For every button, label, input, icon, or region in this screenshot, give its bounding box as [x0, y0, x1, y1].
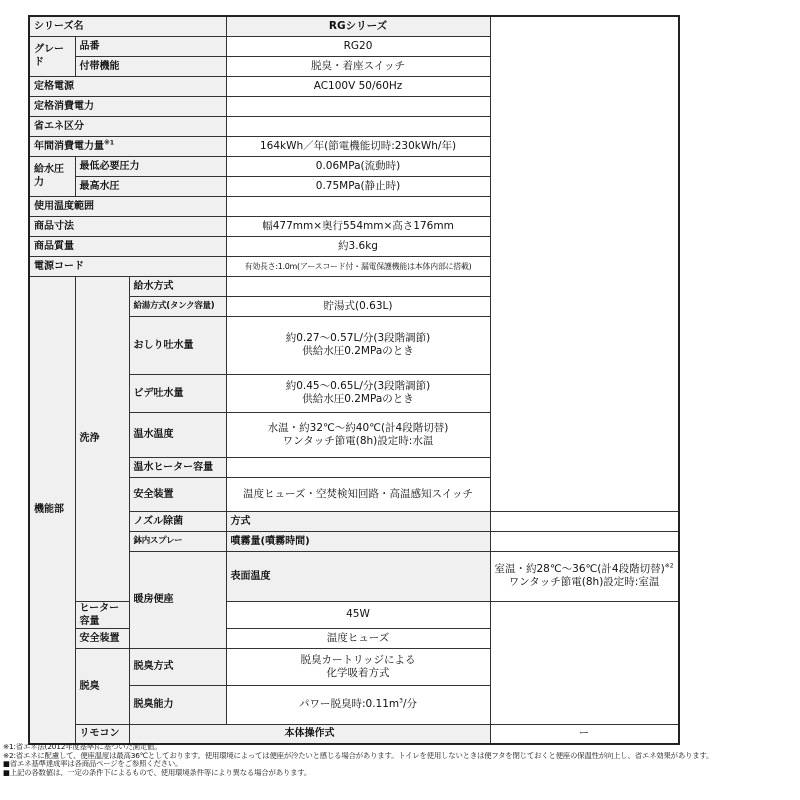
- table-row: [29, 156, 679, 176]
- features-value: 脱臭・着座スイッチ: [226, 56, 490, 76]
- features-label: 付帯機能: [75, 56, 226, 76]
- deodorize-capacity-sup: 3: [399, 697, 403, 705]
- wash-safety-value: 温度ヒューズ・空焚検知回路・高温感知スイッチ: [226, 477, 490, 511]
- rated-power-consumption-label: 定格消費電力: [29, 96, 226, 116]
- footnotes: [3, 743, 799, 777]
- wash-label: 洗浄: [75, 276, 129, 601]
- min-pressure-value: 0.06MPa(流動時): [226, 156, 490, 176]
- remote-label: リモコン: [75, 724, 129, 744]
- oshiri-value-line1: 約0.27～0.57L/分(3段階調節): [285, 332, 431, 344]
- bidet-value-line2: 供給水圧0.2MPaのとき: [302, 393, 414, 405]
- table-row: [29, 601, 679, 628]
- spray-amount-value: [490, 531, 679, 551]
- deodorize-capacity-prefix: パワー脱臭時:0.11m: [298, 698, 400, 710]
- deodorize-capacity-suffix: /分: [402, 698, 418, 710]
- max-pressure-value: 0.75MPa(静止時): [226, 176, 490, 196]
- table-row: [29, 56, 679, 76]
- table-row: [29, 724, 679, 744]
- deodorize-method-value: [226, 648, 490, 685]
- surface-temp-label: 表面温度: [226, 551, 490, 601]
- water-pressure-label: 給水圧力: [29, 156, 75, 196]
- supply-method-label: 給水方式: [129, 276, 226, 296]
- bidet-value-line1: 約0.45～0.65L/分(3段階調節): [285, 380, 431, 392]
- table-row: [29, 36, 679, 56]
- spray-label: 鉢内スプレー: [129, 531, 226, 551]
- annual-power-value: 164kWh／年(節電機能切時:230kWh/年): [226, 136, 490, 156]
- footnote-3: ■省エネ基準達成率は各商品ページをご参照ください。: [3, 760, 183, 769]
- table-row: [29, 648, 679, 685]
- remote-value: ー: [490, 724, 679, 744]
- spray-amount-label: 噴霧量(噴霧時間): [226, 531, 490, 551]
- bidet-label: ビデ吐水量: [129, 374, 226, 412]
- energy-class-value: [226, 116, 490, 136]
- energy-class-label: 省エネ区分: [29, 116, 226, 136]
- model-label: 品番: [75, 36, 226, 56]
- water-temp-value: [226, 412, 490, 457]
- table-row: [29, 76, 679, 96]
- model-value: RG20: [226, 36, 490, 56]
- water-temp-value-line1: 水温・約32℃～約40℃(計4段階切替): [267, 421, 449, 434]
- surface-temp-value-line2: ワンタッチ節電(8h)設定時:室温: [508, 576, 660, 588]
- heated-seat-label: 暖房便座: [129, 551, 226, 648]
- surface-temp-value-line1: 室温・約28℃～36℃(計4段階切替): [494, 563, 665, 575]
- table-row: [29, 176, 679, 196]
- annual-power-note: ※1: [104, 139, 115, 147]
- deodorize-method-line1: 脱臭カートリッジによる: [300, 653, 416, 666]
- surface-temp-note: ※2: [664, 562, 674, 570]
- table-row: [29, 116, 679, 136]
- temp-range-value: [226, 196, 490, 216]
- remote-sub-label: 本体操作式: [129, 724, 490, 744]
- bidet-value: [226, 374, 490, 412]
- wash-safety-label: 安全装置: [129, 477, 226, 511]
- footnote-2: ※2:省エネに配慮して、便座温度は最高36℃としております。使用環境によっては便座が冷たいと感じる場合があります。トイレを使用しないときは便フタを閉じておくと便座の保温性が向上し、省エネ効果があります。: [3, 751, 714, 760]
- annual-power-label-text: 年間消費電力量: [34, 140, 104, 152]
- dimensions-value: 幅477mm×奥行554mm×高さ176mm: [226, 216, 490, 236]
- min-pressure-label: 最低必要圧力: [75, 156, 226, 176]
- series-value: RGシリーズ: [226, 16, 490, 36]
- water-temp-value-line2: ワンタッチ節電(8h)設定時:水温: [282, 434, 434, 447]
- footnote-1: ※1:省エネ法(2012年度基準)に基づいた測定値。: [3, 743, 162, 751]
- seat-safety-value: 温度ヒューズ: [226, 628, 490, 648]
- annual-power-label: [29, 136, 226, 156]
- dimensions-label: 商品寸法: [29, 216, 226, 236]
- table-row: [29, 216, 679, 236]
- functions-label: 機能部: [29, 276, 75, 744]
- oshiri-label: おしり吐水量: [129, 316, 226, 374]
- hot-water-method-label: 給湯方式(タンク容量): [129, 296, 226, 316]
- nozzle-method-value: [490, 511, 679, 531]
- nozzle-label: ノズル除菌: [129, 511, 226, 531]
- power-cord-value: 有効長さ:1.0m(アースコード付・漏電保護機能は本体内部に搭載): [226, 256, 490, 276]
- seat-safety-label: 安全装置: [75, 628, 129, 648]
- series-label: シリーズ名: [29, 16, 226, 36]
- max-pressure-label: 最高水圧: [75, 176, 226, 196]
- weight-label: 商品質量: [29, 236, 226, 256]
- nozzle-method-label: 方式: [226, 511, 490, 531]
- water-temp-label: 温水温度: [129, 412, 226, 457]
- deodorize-capacity-value: [226, 685, 490, 724]
- table-row: [29, 628, 679, 648]
- water-heater-label: 温水ヒーター容量: [129, 457, 226, 477]
- seat-heater-label: ヒーター容量: [75, 601, 129, 628]
- deodorize-method-label: 脱臭方式: [129, 648, 226, 685]
- deodorize-method-line2: 化学吸着方式: [326, 666, 390, 679]
- rated-power-source-label: 定格電源: [29, 76, 226, 96]
- table-row: [29, 256, 679, 276]
- weight-value: 約3.6kg: [226, 236, 490, 256]
- power-cord-label: 電源コード: [29, 256, 226, 276]
- surface-temp-value: [490, 551, 679, 601]
- table-row: [29, 96, 679, 116]
- table-row: [29, 136, 679, 156]
- hot-water-method-value: 貯湯式(0.63L): [226, 296, 490, 316]
- seat-heater-value: 45W: [226, 601, 490, 628]
- grade-label: グレード: [29, 36, 75, 76]
- deodorize-capacity-label: 脱臭能力: [129, 685, 226, 724]
- water-heater-value: [226, 457, 490, 477]
- table-row: [29, 276, 679, 296]
- table-row: [29, 196, 679, 216]
- spec-table: [28, 15, 680, 745]
- deodorize-label: 脱臭: [75, 648, 129, 724]
- oshiri-value-line2: 供給水圧0.2MPaのとき: [302, 345, 414, 357]
- table-row: [29, 16, 679, 36]
- rated-power-source-value: AC100V 50/60Hz: [226, 76, 490, 96]
- rated-power-consumption-value: [226, 96, 490, 116]
- oshiri-value: [226, 316, 490, 374]
- footnote-4: ■上記の各数値は、一定の条件下によるもので、使用環境条件等により異なる場合があります。: [3, 768, 312, 777]
- supply-method-value: [226, 276, 490, 296]
- temp-range-label: 使用温度範囲: [29, 196, 226, 216]
- surface-temp-value-line1-wrap: [495, 563, 674, 576]
- table-row: [29, 236, 679, 256]
